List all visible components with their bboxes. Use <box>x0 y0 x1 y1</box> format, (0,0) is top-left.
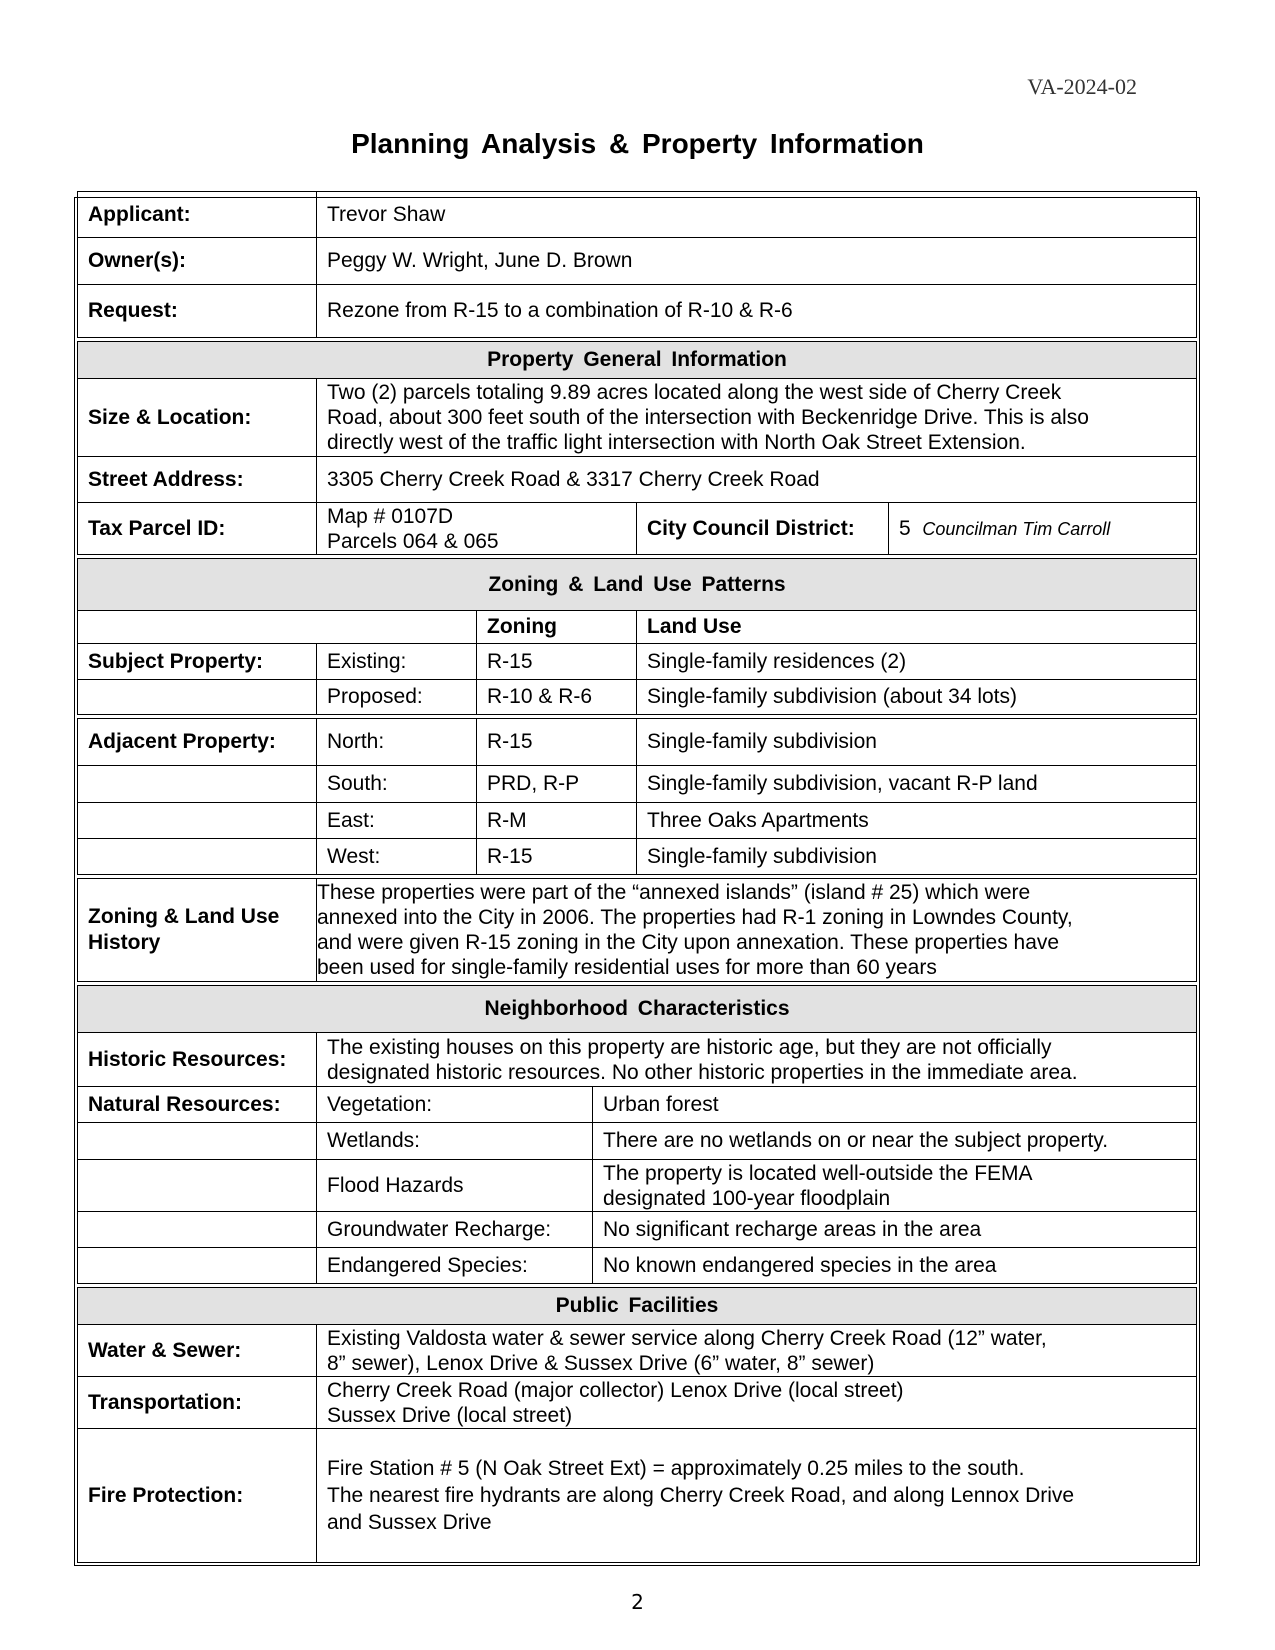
council-district-row <box>899 516 1186 542</box>
natural-blank-label <box>77 1211 317 1248</box>
section-neighborhood: Neighborhood Characteristics <box>77 985 1197 1033</box>
natural-resources-label: Natural Resources: <box>77 1086 317 1123</box>
flood-hazards-line: The property is located well-outside the FEMA <box>603 1161 1033 1185</box>
water-sewer-line: Existing Valdosta water & sewer service along Cherry Creek Road (12” water, <box>327 1326 1047 1350</box>
zoning-history-line: annexed into the City in 2006. The properties had R-1 zoning in Lowndes County, <box>317 906 1073 929</box>
fire-protection-value <box>316 1428 1197 1563</box>
subject-zoning: R-10 & R-6 <box>476 679 637 715</box>
fire-protection-line: The nearest fire hydrants are along Cherry Creek Road, and along Lennox Drive <box>327 1484 1075 1507</box>
fire-protection-label: Fire Protection: <box>77 1428 317 1563</box>
subject-land-use: Single-family subdivision (about 34 lots) <box>636 679 1197 715</box>
historic-resources-line: The existing houses on this property are historic age, but they are not officially <box>327 1035 1052 1059</box>
size-location-line: Road, about 300 feet south of the intersection with Beckenridge Drive. This is also <box>327 406 1089 429</box>
adjacent-direction: East: <box>316 802 477 839</box>
natural-blank-label <box>77 1247 317 1284</box>
zoning-history-value <box>316 878 1197 982</box>
fire-protection-line: and Sussex Drive <box>327 1511 492 1534</box>
transportation-value <box>316 1376 1197 1429</box>
water-sewer-label: Water & Sewer: <box>77 1324 317 1377</box>
council-district-value <box>888 502 1197 555</box>
natural-item-value: There are no wetlands on or near the subject property. <box>592 1122 1197 1160</box>
subject-blank-label <box>77 679 317 715</box>
historic-resources-label: Historic Resources: <box>77 1032 317 1087</box>
adjacent-land-use: Three Oaks Apartments <box>636 802 1197 839</box>
size-location-line: Two (2) parcels totaling 9.89 acres located along the west side of Cherry Creek <box>327 381 1062 404</box>
natural-item: Wetlands: <box>316 1122 593 1160</box>
adjacent-blank-label <box>77 765 317 803</box>
transportation-line: Cherry Creek Road (major collector) Lenox Drive (local street) <box>327 1378 904 1402</box>
natural-item: Endangered Species: <box>316 1247 593 1284</box>
subject-type: Proposed: <box>316 679 477 715</box>
subject-property-label: Subject Property: <box>77 643 317 680</box>
natural-blank-label <box>77 1122 317 1160</box>
adjacent-blank-label <box>77 802 317 839</box>
historic-resources-value <box>316 1032 1197 1087</box>
council-district-label: City Council District: <box>636 502 889 555</box>
subject-land-use: Single-family residences (2) <box>636 643 1197 680</box>
transportation-label: Transportation: <box>77 1376 317 1429</box>
council-district-number: 5 <box>899 516 911 540</box>
subject-zoning: R-15 <box>476 643 637 680</box>
natural-item-value: No significant recharge areas in the area <box>592 1211 1197 1248</box>
page-title: Planning Analysis & Property Information <box>351 128 924 159</box>
adjacent-zoning: R-15 <box>476 718 637 766</box>
adjacent-land-use: Single-family subdivision <box>636 718 1197 766</box>
tax-map-number: Map # 0107D <box>327 504 454 528</box>
zoning-header-blank <box>77 610 477 644</box>
natural-blank-label <box>77 1159 317 1212</box>
adjacent-zoning: PRD, R-P <box>476 765 637 803</box>
transportation-line: Sussex Drive (local street) <box>327 1403 573 1427</box>
natural-item: Flood Hazards <box>316 1159 593 1212</box>
water-sewer-value <box>316 1324 1197 1377</box>
flood-hazards-line: designated 100-year floodplain <box>603 1186 891 1210</box>
owners-value: Peggy W. Wright, June D. Brown <box>316 237 1197 285</box>
page-number: 2 <box>631 1590 644 1614</box>
natural-item: Groundwater Recharge: <box>316 1211 593 1248</box>
zoning-history-line: These properties were part of the “annexed islands” (island # 25) which were <box>317 881 1031 904</box>
request-label: Request: <box>77 284 317 338</box>
adjacent-land-use: Single-family subdivision <box>636 838 1197 875</box>
natural-item-value <box>592 1159 1197 1212</box>
adjacent-direction: West: <box>316 838 477 875</box>
adjacent-direction: South: <box>316 765 477 803</box>
adjacent-direction: North: <box>316 718 477 766</box>
historic-resources-line: designated historic resources. No other historic properties in the immediate area. <box>327 1060 1078 1084</box>
size-location-label: Size & Location: <box>77 378 317 457</box>
adjacent-property-label: Adjacent Property: <box>77 718 317 766</box>
zoning-history-label <box>77 878 317 982</box>
street-address-label: Street Address: <box>77 456 317 503</box>
tax-parcel-value <box>316 502 637 555</box>
councilman-name: Councilman Tim Carroll <box>922 518 1111 539</box>
adjacent-land-use: Single-family subdivision, vacant R-P land <box>636 765 1197 803</box>
section-public-facilities: Public Facilities <box>77 1287 1197 1325</box>
applicant-label: Applicant: <box>77 191 317 238</box>
adjacent-zoning: R-M <box>476 802 637 839</box>
section-zoning-land-use: Zoning & Land Use Patterns <box>77 558 1197 611</box>
water-sewer-line: 8” sewer), Lenox Drive & Sussex Drive (6” water, 8” sewer) <box>327 1351 875 1375</box>
zoning-history-line: and were given R-15 zoning in the City upon annexation. These properties have <box>317 931 1060 954</box>
size-location-value <box>316 378 1197 457</box>
applicant-value: Trevor Shaw <box>316 191 1197 238</box>
section-property-general: Property General Information <box>77 341 1197 379</box>
land-use-column-header: Land Use <box>636 610 1197 644</box>
tax-parcel-numbers: Parcels 064 & 065 <box>327 529 499 553</box>
adjacent-zoning: R-15 <box>476 838 637 875</box>
request-value: Rezone from R-15 to a combination of R-10 & R-6 <box>316 284 1197 338</box>
zoning-history-line: been used for single-family residential uses for more than 60 years <box>317 956 937 979</box>
zoning-column-header: Zoning <box>476 610 637 644</box>
zoning-history-label-line: Zoning & Land Use <box>88 905 280 928</box>
subject-type: Existing: <box>316 643 477 680</box>
tax-parcel-label: Tax Parcel ID: <box>77 502 317 555</box>
natural-item-value: Urban forest <box>592 1086 1197 1123</box>
size-location-line: directly west of the traffic light intersection with North Oak Street Extension. <box>327 431 1026 454</box>
fire-protection-line: Fire Station # 5 (N Oak Street Ext) = approximately 0.25 miles to the south. <box>327 1457 1025 1480</box>
natural-item: Vegetation: <box>316 1086 593 1123</box>
adjacent-blank-label <box>77 838 317 875</box>
owners-label: Owner(s): <box>77 237 317 285</box>
zoning-history-label-line: History <box>88 931 161 954</box>
street-address-value: 3305 Cherry Creek Road & 3317 Cherry Creek Road <box>316 456 1197 503</box>
natural-item-value: No known endangered species in the area <box>592 1247 1197 1284</box>
document-number: VA-2024-02 <box>1027 74 1137 99</box>
